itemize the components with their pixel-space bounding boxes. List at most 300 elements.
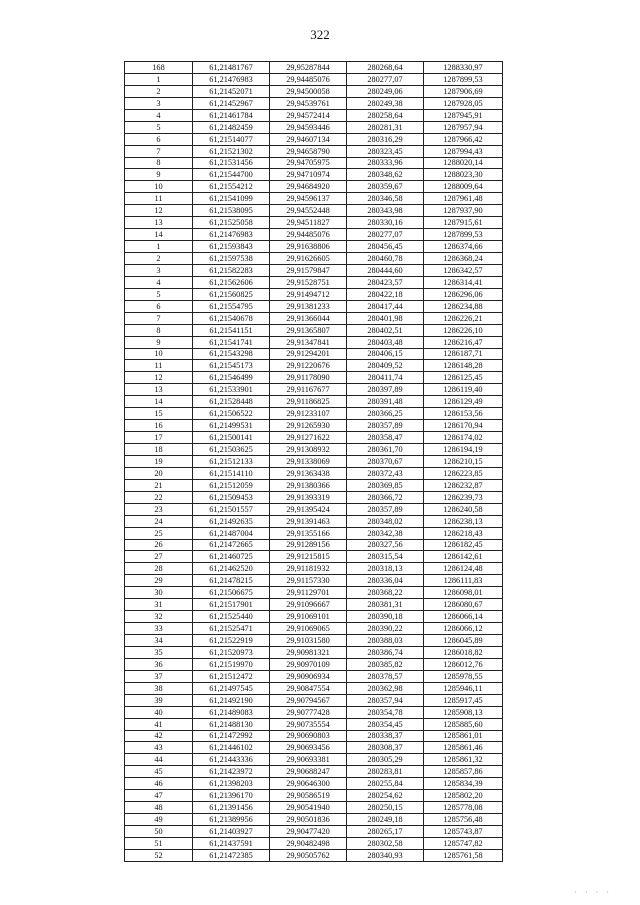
longitude-cell: 29,91129701 (270, 587, 347, 599)
y-coordinate-cell: 1286218,43 (424, 527, 503, 539)
latitude-cell: 61,21540678 (193, 312, 270, 324)
table-row (125, 384, 503, 396)
longitude-cell: 29,91233107 (270, 408, 347, 420)
y-coordinate-cell: 1286182,45 (424, 539, 503, 551)
x-coordinate-cell: 280354,78 (347, 706, 424, 718)
point-number-cell: 8 (125, 324, 193, 336)
y-coordinate-cell: 1285885,60 (424, 718, 503, 730)
y-coordinate-cell: 1285861,32 (424, 754, 503, 766)
longitude-cell: 29,91355166 (270, 527, 347, 539)
table-row (125, 790, 503, 802)
longitude-cell: 29,90970109 (270, 658, 347, 670)
y-coordinate-cell: 1288023,30 (424, 169, 503, 181)
latitude-cell: 61,21423972 (193, 766, 270, 778)
table-row (125, 802, 503, 814)
y-coordinate-cell: 1285946,11 (424, 682, 503, 694)
point-number-cell: 2 (125, 85, 193, 97)
x-coordinate-cell: 280359,67 (347, 181, 424, 193)
point-number-cell: 32 (125, 611, 193, 623)
latitude-cell: 61,21452967 (193, 97, 270, 109)
x-coordinate-cell: 280386,74 (347, 646, 424, 658)
y-coordinate-cell: 1286045,89 (424, 635, 503, 647)
latitude-cell: 61,21482459 (193, 121, 270, 133)
x-coordinate-cell: 280333,96 (347, 157, 424, 169)
table-row (125, 527, 503, 539)
table-row (125, 670, 503, 682)
longitude-cell: 29,91289156 (270, 539, 347, 551)
table-row (125, 623, 503, 635)
point-number-cell: 48 (125, 802, 193, 814)
x-coordinate-cell: 280281,31 (347, 121, 424, 133)
y-coordinate-cell: 1286342,57 (424, 264, 503, 276)
table-row (125, 133, 503, 145)
point-number-cell: 13 (125, 384, 193, 396)
point-number-cell: 9 (125, 169, 193, 181)
y-coordinate-cell: 1285978,55 (424, 670, 503, 682)
x-coordinate-cell: 280348,62 (347, 169, 424, 181)
longitude-cell: 29,91157330 (270, 575, 347, 587)
y-coordinate-cell: 1286240,58 (424, 503, 503, 515)
table-row (125, 181, 503, 193)
latitude-cell: 61,21541099 (193, 193, 270, 205)
latitude-cell: 61,21501557 (193, 503, 270, 515)
longitude-cell: 29,90693456 (270, 742, 347, 754)
page-number: 322 (310, 27, 330, 42)
longitude-cell: 29,90847554 (270, 682, 347, 694)
x-coordinate-cell: 280302,58 (347, 837, 424, 849)
table-row (125, 73, 503, 85)
x-coordinate-cell: 280385,82 (347, 658, 424, 670)
table-row (125, 408, 503, 420)
point-number-cell: 42 (125, 730, 193, 742)
point-number-cell: 9 (125, 336, 193, 348)
point-number-cell: 3 (125, 97, 193, 109)
longitude-cell: 29,91395424 (270, 503, 347, 515)
table-row (125, 217, 503, 229)
table-row (125, 718, 503, 730)
x-coordinate-cell: 280378,57 (347, 670, 424, 682)
y-coordinate-cell: 1286226,21 (424, 312, 503, 324)
y-coordinate-cell: 1286153,56 (424, 408, 503, 420)
y-coordinate-cell: 1286232,87 (424, 479, 503, 491)
longitude-cell: 29,91069101 (270, 611, 347, 623)
latitude-cell: 61,21472992 (193, 730, 270, 742)
x-coordinate-cell: 280283,81 (347, 766, 424, 778)
point-number-cell: 34 (125, 635, 193, 647)
longitude-cell: 29,91380366 (270, 479, 347, 491)
table-row (125, 778, 503, 790)
x-coordinate-cell: 280406,15 (347, 348, 424, 360)
table-row (125, 276, 503, 288)
latitude-cell: 61,21545173 (193, 360, 270, 372)
latitude-cell: 61,21391456 (193, 802, 270, 814)
longitude-cell: 29,91393319 (270, 491, 347, 503)
x-coordinate-cell: 280391,48 (347, 396, 424, 408)
table-row (125, 109, 503, 121)
x-coordinate-cell: 280390,18 (347, 611, 424, 623)
longitude-cell: 29,90586519 (270, 790, 347, 802)
y-coordinate-cell: 1286194,19 (424, 444, 503, 456)
table-row (125, 467, 503, 479)
longitude-cell: 29,94500058 (270, 85, 347, 97)
table-row (125, 300, 503, 312)
latitude-cell: 61,21546499 (193, 372, 270, 384)
latitude-cell: 61,21446102 (193, 742, 270, 754)
x-coordinate-cell: 280402,51 (347, 324, 424, 336)
table-row (125, 635, 503, 647)
y-coordinate-cell: 1285834,39 (424, 778, 503, 790)
point-number-cell: 1 (125, 73, 193, 85)
longitude-cell: 29,91494712 (270, 288, 347, 300)
latitude-cell: 61,21452071 (193, 85, 270, 97)
table-row (125, 85, 503, 97)
point-number-cell: 14 (125, 229, 193, 241)
table-row (125, 121, 503, 133)
point-number-cell: 10 (125, 348, 193, 360)
table-row (125, 575, 503, 587)
longitude-cell: 29,91391463 (270, 515, 347, 527)
x-coordinate-cell: 280340,93 (347, 849, 424, 861)
latitude-cell: 61,21481767 (193, 62, 270, 74)
longitude-cell: 29,91181932 (270, 563, 347, 575)
latitude-cell: 61,21538095 (193, 205, 270, 217)
longitude-cell: 29,90541940 (270, 802, 347, 814)
latitude-cell: 61,21503625 (193, 444, 270, 456)
longitude-cell: 29,91308932 (270, 444, 347, 456)
y-coordinate-cell: 1286148,28 (424, 360, 503, 372)
x-coordinate-cell: 280422,18 (347, 288, 424, 300)
point-number-cell: 7 (125, 145, 193, 157)
table-row (125, 193, 503, 205)
longitude-cell: 29,91381233 (270, 300, 347, 312)
longitude-cell: 29,90690803 (270, 730, 347, 742)
longitude-cell: 29,95287844 (270, 62, 347, 74)
y-coordinate-cell: 1287994,43 (424, 145, 503, 157)
corner-mark: · · · · (574, 888, 612, 897)
point-number-cell: 40 (125, 706, 193, 718)
x-coordinate-cell: 280255,84 (347, 778, 424, 790)
latitude-cell: 61,21512059 (193, 479, 270, 491)
longitude-cell: 29,91338069 (270, 455, 347, 467)
longitude-cell: 29,90482498 (270, 837, 347, 849)
table-row (125, 348, 503, 360)
x-coordinate-cell: 280249,18 (347, 814, 424, 826)
latitude-cell: 61,21517901 (193, 599, 270, 611)
table-row (125, 169, 503, 181)
table-row (125, 479, 503, 491)
table-row (125, 563, 503, 575)
point-number-cell: 168 (125, 62, 193, 74)
point-number-cell: 10 (125, 181, 193, 193)
longitude-cell: 29,91294201 (270, 348, 347, 360)
point-number-cell: 26 (125, 539, 193, 551)
point-number-cell: 52 (125, 849, 193, 861)
point-number-cell: 44 (125, 754, 193, 766)
y-coordinate-cell: 1286124,48 (424, 563, 503, 575)
latitude-cell: 61,21528448 (193, 396, 270, 408)
table-row (125, 432, 503, 444)
longitude-cell: 29,91638806 (270, 241, 347, 253)
point-number-cell: 25 (125, 527, 193, 539)
table-row (125, 205, 503, 217)
y-coordinate-cell: 1285756,48 (424, 814, 503, 826)
latitude-cell: 61,21492635 (193, 515, 270, 527)
point-number-cell: 24 (125, 515, 193, 527)
x-coordinate-cell: 280348,02 (347, 515, 424, 527)
coordinates-table (124, 61, 503, 862)
x-coordinate-cell: 280318,13 (347, 563, 424, 575)
table-row (125, 229, 503, 241)
x-coordinate-cell: 280357,94 (347, 694, 424, 706)
longitude-cell: 29,94607134 (270, 133, 347, 145)
x-coordinate-cell: 280390,22 (347, 623, 424, 635)
x-coordinate-cell: 280381,31 (347, 599, 424, 611)
table-row (125, 288, 503, 300)
x-coordinate-cell: 280249,06 (347, 85, 424, 97)
longitude-cell: 29,91031580 (270, 635, 347, 647)
y-coordinate-cell: 1286129,49 (424, 396, 503, 408)
longitude-cell: 29,90688247 (270, 766, 347, 778)
latitude-cell: 61,21461784 (193, 109, 270, 121)
point-number-cell: 37 (125, 670, 193, 682)
x-coordinate-cell: 280357,89 (347, 503, 424, 515)
point-number-cell: 16 (125, 420, 193, 432)
point-number-cell: 27 (125, 551, 193, 563)
x-coordinate-cell: 280366,25 (347, 408, 424, 420)
latitude-cell: 61,21541741 (193, 336, 270, 348)
latitude-cell: 61,21460725 (193, 551, 270, 563)
longitude-cell: 29,91528751 (270, 276, 347, 288)
point-number-cell: 47 (125, 790, 193, 802)
y-coordinate-cell: 1286170,94 (424, 420, 503, 432)
table-row (125, 766, 503, 778)
longitude-cell: 29,90501836 (270, 814, 347, 826)
x-coordinate-cell: 280342,38 (347, 527, 424, 539)
longitude-cell: 29,94593446 (270, 121, 347, 133)
point-number-cell: 12 (125, 205, 193, 217)
y-coordinate-cell: 1286098,01 (424, 587, 503, 599)
longitude-cell: 29,91363438 (270, 467, 347, 479)
latitude-cell: 61,21541151 (193, 324, 270, 336)
x-coordinate-cell: 280444,60 (347, 264, 424, 276)
point-number-cell: 8 (125, 157, 193, 169)
longitude-cell: 29,94485076 (270, 73, 347, 85)
longitude-cell: 29,90777428 (270, 706, 347, 718)
y-coordinate-cell: 1286119,40 (424, 384, 503, 396)
table-row (125, 145, 503, 157)
latitude-cell: 61,21593843 (193, 241, 270, 253)
point-number-cell: 5 (125, 121, 193, 133)
longitude-cell: 29,94539761 (270, 97, 347, 109)
point-number-cell: 51 (125, 837, 193, 849)
y-coordinate-cell: 1287961,48 (424, 193, 503, 205)
table-row (125, 455, 503, 467)
table-row (125, 706, 503, 718)
longitude-cell: 29,90693381 (270, 754, 347, 766)
x-coordinate-cell: 280258,64 (347, 109, 424, 121)
point-number-cell: 39 (125, 694, 193, 706)
y-coordinate-cell: 1286187,71 (424, 348, 503, 360)
latitude-cell: 61,21499531 (193, 420, 270, 432)
point-number-cell: 15 (125, 408, 193, 420)
latitude-cell: 61,21506522 (193, 408, 270, 420)
x-coordinate-cell: 280456,45 (347, 241, 424, 253)
latitude-cell: 61,21472665 (193, 539, 270, 551)
y-coordinate-cell: 1287928,05 (424, 97, 503, 109)
x-coordinate-cell: 280417,44 (347, 300, 424, 312)
point-number-cell: 7 (125, 312, 193, 324)
latitude-cell: 61,21497545 (193, 682, 270, 694)
y-coordinate-cell: 1286066,12 (424, 623, 503, 635)
latitude-cell: 61,21506675 (193, 587, 270, 599)
longitude-cell: 29,90906934 (270, 670, 347, 682)
x-coordinate-cell: 280366,72 (347, 491, 424, 503)
x-coordinate-cell: 280315,54 (347, 551, 424, 563)
table-row (125, 503, 503, 515)
y-coordinate-cell: 1286374,66 (424, 241, 503, 253)
x-coordinate-cell: 280343,98 (347, 205, 424, 217)
coordinates-table-body (125, 62, 503, 862)
x-coordinate-cell: 280388,03 (347, 635, 424, 647)
table-row (125, 491, 503, 503)
y-coordinate-cell: 1285743,87 (424, 826, 503, 838)
x-coordinate-cell: 280369,85 (347, 479, 424, 491)
latitude-cell: 61,21525058 (193, 217, 270, 229)
x-coordinate-cell: 280354,45 (347, 718, 424, 730)
longitude-cell: 29,91579847 (270, 264, 347, 276)
y-coordinate-cell: 1286210,15 (424, 455, 503, 467)
latitude-cell: 61,21472385 (193, 849, 270, 861)
y-coordinate-cell: 1286216,47 (424, 336, 503, 348)
x-coordinate-cell: 280401,98 (347, 312, 424, 324)
y-coordinate-cell: 1285747,82 (424, 837, 503, 849)
point-number-cell: 3 (125, 264, 193, 276)
longitude-cell: 29,90505762 (270, 849, 347, 861)
latitude-cell: 61,21489083 (193, 706, 270, 718)
longitude-cell: 29,91365807 (270, 324, 347, 336)
y-coordinate-cell: 1288009,64 (424, 181, 503, 193)
x-coordinate-cell: 280250,15 (347, 802, 424, 814)
latitude-cell: 61,21509453 (193, 491, 270, 503)
longitude-cell: 29,90477420 (270, 826, 347, 838)
point-number-cell: 4 (125, 276, 193, 288)
point-number-cell: 11 (125, 360, 193, 372)
y-coordinate-cell: 1286239,73 (424, 491, 503, 503)
y-coordinate-cell: 1286223,85 (424, 467, 503, 479)
longitude-cell: 29,94658790 (270, 145, 347, 157)
table-row (125, 849, 503, 861)
point-number-cell: 6 (125, 300, 193, 312)
x-coordinate-cell: 280358,47 (347, 432, 424, 444)
point-number-cell: 46 (125, 778, 193, 790)
point-number-cell: 28 (125, 563, 193, 575)
y-coordinate-cell: 1286018,82 (424, 646, 503, 658)
y-coordinate-cell: 1286368,24 (424, 253, 503, 265)
longitude-cell: 29,94572414 (270, 109, 347, 121)
point-number-cell: 21 (125, 479, 193, 491)
x-coordinate-cell: 280254,62 (347, 790, 424, 802)
table-row (125, 682, 503, 694)
y-coordinate-cell: 1285917,45 (424, 694, 503, 706)
y-coordinate-cell: 1286234,88 (424, 300, 503, 312)
latitude-cell: 61,21500141 (193, 432, 270, 444)
x-coordinate-cell: 280327,56 (347, 539, 424, 551)
longitude-cell: 29,91069065 (270, 623, 347, 635)
latitude-cell: 61,21462520 (193, 563, 270, 575)
point-number-cell: 6 (125, 133, 193, 145)
latitude-cell: 61,21597538 (193, 253, 270, 265)
latitude-cell: 61,21543298 (193, 348, 270, 360)
table-row (125, 444, 503, 456)
latitude-cell: 61,21533901 (193, 384, 270, 396)
longitude-cell: 29,90981321 (270, 646, 347, 658)
point-number-cell: 29 (125, 575, 193, 587)
latitude-cell: 61,21492190 (193, 694, 270, 706)
latitude-cell: 61,21403927 (193, 826, 270, 838)
x-coordinate-cell: 280357,89 (347, 420, 424, 432)
latitude-cell: 61,21554795 (193, 300, 270, 312)
longitude-cell: 29,90646300 (270, 778, 347, 790)
table-row (125, 599, 503, 611)
longitude-cell: 29,91215815 (270, 551, 347, 563)
y-coordinate-cell: 1286238,13 (424, 515, 503, 527)
longitude-cell: 29,90794567 (270, 694, 347, 706)
y-coordinate-cell: 1285778,08 (424, 802, 503, 814)
x-coordinate-cell: 280460,78 (347, 253, 424, 265)
y-coordinate-cell: 1286296,06 (424, 288, 503, 300)
table-row (125, 551, 503, 563)
y-coordinate-cell: 1287899,53 (424, 73, 503, 85)
x-coordinate-cell: 280372,43 (347, 467, 424, 479)
x-coordinate-cell: 280370,67 (347, 455, 424, 467)
point-number-cell: 38 (125, 682, 193, 694)
point-number-cell: 23 (125, 503, 193, 515)
x-coordinate-cell: 280305,29 (347, 754, 424, 766)
latitude-cell: 61,21487004 (193, 527, 270, 539)
latitude-cell: 61,21514110 (193, 467, 270, 479)
latitude-cell: 61,21531456 (193, 157, 270, 169)
y-coordinate-cell: 1286226,10 (424, 324, 503, 336)
table-row (125, 312, 503, 324)
y-coordinate-cell: 1286080,67 (424, 599, 503, 611)
x-coordinate-cell: 280338,37 (347, 730, 424, 742)
y-coordinate-cell: 1286012,76 (424, 658, 503, 670)
latitude-cell: 61,21522919 (193, 635, 270, 647)
longitude-cell: 29,94552448 (270, 205, 347, 217)
x-coordinate-cell: 280277,07 (347, 73, 424, 85)
y-coordinate-cell: 1286125,45 (424, 372, 503, 384)
latitude-cell: 61,21389956 (193, 814, 270, 826)
table-row (125, 814, 503, 826)
table-row (125, 360, 503, 372)
longitude-cell: 29,91178090 (270, 372, 347, 384)
latitude-cell: 61,21443336 (193, 754, 270, 766)
table-row (125, 658, 503, 670)
latitude-cell: 61,21562606 (193, 276, 270, 288)
table-row (125, 754, 503, 766)
latitude-cell: 61,21476983 (193, 229, 270, 241)
longitude-cell: 29,91167677 (270, 384, 347, 396)
latitude-cell: 61,21476983 (193, 73, 270, 85)
table-row (125, 826, 503, 838)
x-coordinate-cell: 280409,52 (347, 360, 424, 372)
y-coordinate-cell: 1285802,20 (424, 790, 503, 802)
table-row (125, 587, 503, 599)
longitude-cell: 29,91220676 (270, 360, 347, 372)
point-number-cell: 33 (125, 623, 193, 635)
longitude-cell: 29,91271622 (270, 432, 347, 444)
table-row (125, 420, 503, 432)
